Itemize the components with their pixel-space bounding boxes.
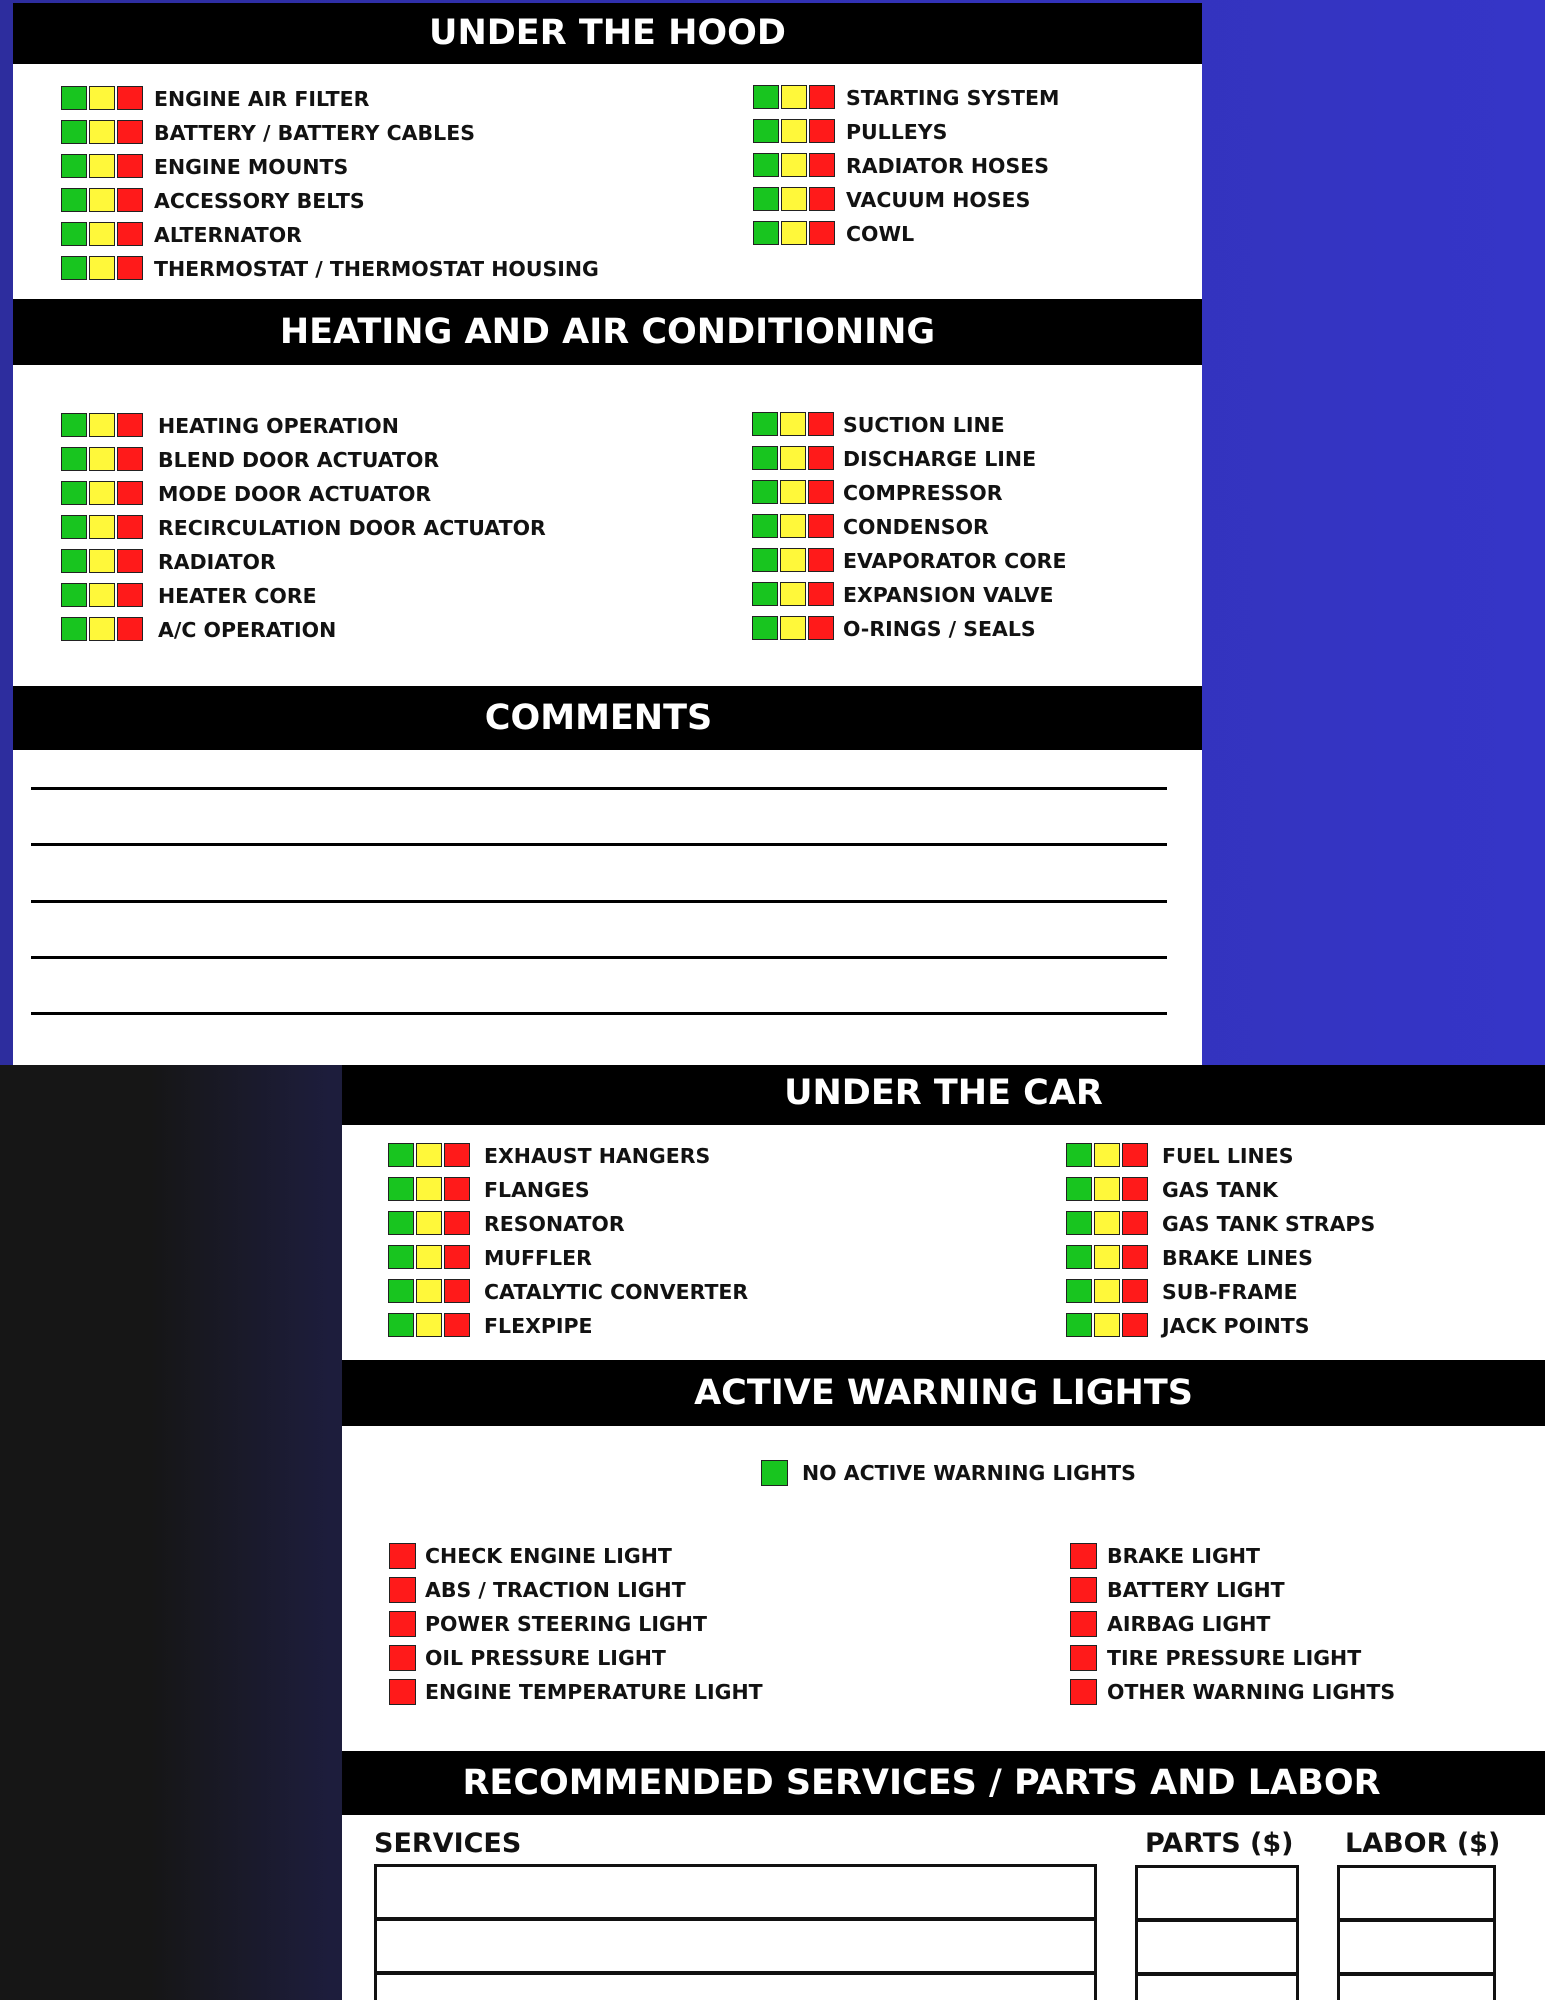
checklist-item-label: MODE DOOR ACTUATOR: [158, 482, 432, 506]
warning-light-checkbox[interactable]: [1070, 1543, 1097, 1569]
parts-cell-1[interactable]: [1135, 1865, 1299, 1921]
checklist-item-label: BATTERY / BATTERY CABLES: [154, 121, 475, 145]
rating-boxes: [752, 582, 836, 606]
red-rating-box[interactable]: [808, 582, 834, 606]
no-warning-lights-checkbox[interactable]: [761, 1460, 788, 1486]
green-rating-box[interactable]: [753, 153, 779, 177]
rating-boxes: [61, 583, 145, 607]
warning-light-checkbox[interactable]: [1070, 1611, 1097, 1637]
red-rating-box[interactable]: [809, 85, 835, 109]
red-rating-box[interactable]: [1122, 1245, 1148, 1269]
rating-boxes: [388, 1211, 472, 1235]
rating-boxes: [61, 515, 145, 539]
checklist-item-label: HEATER CORE: [158, 584, 317, 608]
warning-light-label: OTHER WARNING LIGHTS: [1107, 1680, 1396, 1704]
rating-boxes: [1066, 1143, 1150, 1167]
green-rating-box[interactable]: [61, 583, 87, 607]
warning-light-label: BRAKE LIGHT: [1107, 1544, 1260, 1568]
green-rating-box[interactable]: [752, 582, 778, 606]
rating-boxes: [752, 514, 836, 538]
checklist-item-label: RADIATOR HOSES: [846, 154, 1050, 178]
green-rating-box[interactable]: [753, 119, 779, 143]
rating-boxes: [61, 481, 145, 505]
red-rating-box[interactable]: [1122, 1143, 1148, 1167]
red-rating-box[interactable]: [117, 617, 143, 641]
red-rating-box[interactable]: [809, 119, 835, 143]
green-rating-box[interactable]: [61, 515, 87, 539]
yellow-rating-box[interactable]: [1094, 1313, 1120, 1337]
yellow-rating-box[interactable]: [89, 549, 115, 573]
yellow-rating-box[interactable]: [781, 119, 807, 143]
rating-boxes: [61, 188, 145, 212]
green-rating-box[interactable]: [1066, 1313, 1092, 1337]
red-rating-box[interactable]: [1122, 1279, 1148, 1303]
green-rating-box[interactable]: [61, 617, 87, 641]
rating-boxes: [1066, 1211, 1150, 1235]
checklist-item-label: FLANGES: [484, 1178, 590, 1202]
checklist-item-label: JACK POINTS: [1162, 1314, 1310, 1338]
warning-light-label: AIRBAG LIGHT: [1107, 1612, 1271, 1636]
warning-light-checkbox[interactable]: [389, 1611, 416, 1637]
red-rating-box[interactable]: [117, 549, 143, 573]
yellow-rating-box[interactable]: [1094, 1211, 1120, 1235]
warning-light-label: BATTERY LIGHT: [1107, 1578, 1285, 1602]
warning-light-checkbox[interactable]: [389, 1679, 416, 1705]
yellow-rating-box[interactable]: [89, 120, 115, 144]
red-rating-box[interactable]: [117, 481, 143, 505]
rating-boxes: [753, 221, 837, 245]
yellow-rating-box[interactable]: [89, 86, 115, 110]
green-rating-box[interactable]: [752, 616, 778, 640]
red-rating-box[interactable]: [1122, 1177, 1148, 1201]
rating-boxes: [1066, 1245, 1150, 1269]
rating-boxes: [388, 1279, 472, 1303]
checklist-item-label: HEATING OPERATION: [158, 414, 399, 438]
section-header-recommended: RECOMMENDED SERVICES / PARTS AND LABOR: [342, 1751, 1545, 1815]
green-rating-box[interactable]: [388, 1245, 414, 1269]
red-rating-box[interactable]: [444, 1143, 470, 1167]
inspection-sheet-top: [13, 3, 1202, 1065]
warning-light-label: CHECK ENGINE LIGHT: [425, 1544, 672, 1568]
warning-light-label: ENGINE TEMPERATURE LIGHT: [425, 1680, 763, 1704]
green-rating-box[interactable]: [61, 447, 87, 471]
rating-boxes: [61, 549, 145, 573]
section-header-under-the-car: UNDER THE CAR: [342, 1065, 1545, 1125]
red-rating-box[interactable]: [117, 86, 143, 110]
red-rating-box[interactable]: [809, 187, 835, 211]
checklist-item-label: BRAKE LINES: [1162, 1246, 1313, 1270]
red-rating-box[interactable]: [808, 446, 834, 470]
rating-boxes: [1066, 1313, 1150, 1337]
checklist-item-label: STARTING SYSTEM: [846, 86, 1060, 110]
green-rating-box[interactable]: [61, 256, 87, 280]
green-rating-box[interactable]: [388, 1211, 414, 1235]
rating-boxes: [752, 616, 836, 640]
rating-boxes: [61, 120, 145, 144]
red-rating-box[interactable]: [444, 1211, 470, 1235]
red-rating-box[interactable]: [808, 616, 834, 640]
red-rating-box[interactable]: [1122, 1211, 1148, 1235]
green-rating-box[interactable]: [753, 85, 779, 109]
green-rating-box[interactable]: [752, 412, 778, 436]
green-rating-box[interactable]: [388, 1143, 414, 1167]
green-rating-box[interactable]: [1066, 1177, 1092, 1201]
red-rating-box[interactable]: [809, 153, 835, 177]
rating-boxes: [388, 1245, 472, 1269]
yellow-rating-box[interactable]: [781, 187, 807, 211]
yellow-rating-box[interactable]: [781, 153, 807, 177]
checklist-item-label: ENGINE MOUNTS: [154, 155, 349, 179]
comment-line-3[interactable]: [31, 900, 1167, 903]
red-rating-box[interactable]: [808, 480, 834, 504]
checklist-item-label: COMPRESSOR: [843, 481, 1003, 505]
labor-cell-3[interactable]: [1337, 1973, 1496, 2000]
yellow-rating-box[interactable]: [1094, 1143, 1120, 1167]
green-rating-box[interactable]: [752, 480, 778, 504]
red-rating-box[interactable]: [117, 120, 143, 144]
warning-light-checkbox[interactable]: [1070, 1577, 1097, 1603]
yellow-rating-box[interactable]: [780, 582, 806, 606]
green-rating-box[interactable]: [61, 86, 87, 110]
yellow-rating-box[interactable]: [89, 413, 115, 437]
green-rating-box[interactable]: [61, 222, 87, 246]
warning-light-checkbox[interactable]: [389, 1577, 416, 1603]
yellow-rating-box[interactable]: [416, 1143, 442, 1167]
yellow-rating-box[interactable]: [1094, 1279, 1120, 1303]
parts-cell-3[interactable]: [1135, 1973, 1299, 2000]
checklist-item-label: RESONATOR: [484, 1212, 625, 1236]
rating-boxes: [753, 153, 837, 177]
rating-boxes: [752, 412, 836, 436]
yellow-rating-box[interactable]: [780, 616, 806, 640]
warning-light-checkbox[interactable]: [389, 1645, 416, 1671]
section-header-comments: COMMENTS: [13, 686, 1202, 750]
warning-light-checkbox[interactable]: [389, 1543, 416, 1569]
section-header-heating-ac: HEATING AND AIR CONDITIONING: [13, 299, 1202, 365]
comment-line-1[interactable]: [31, 787, 1167, 790]
yellow-rating-box[interactable]: [89, 447, 115, 471]
green-rating-box[interactable]: [388, 1177, 414, 1201]
services-cell-2[interactable]: [374, 1918, 1097, 1974]
section-header-warning-lights: ACTIVE WARNING LIGHTS: [342, 1360, 1545, 1426]
rating-boxes: [752, 480, 836, 504]
red-rating-box[interactable]: [808, 548, 834, 572]
checklist-item-label: SUCTION LINE: [843, 413, 1005, 437]
yellow-rating-box[interactable]: [780, 514, 806, 538]
checklist-item-label: PULLEYS: [846, 120, 948, 144]
checklist-item-label: RECIRCULATION DOOR ACTUATOR: [158, 516, 546, 540]
labor-cell-1[interactable]: [1337, 1865, 1496, 1921]
green-rating-box[interactable]: [1066, 1279, 1092, 1303]
yellow-rating-box[interactable]: [780, 480, 806, 504]
checklist-item-label: FUEL LINES: [1162, 1144, 1294, 1168]
warning-light-checkbox[interactable]: [1070, 1679, 1097, 1705]
rating-boxes: [752, 446, 836, 470]
green-rating-box[interactable]: [752, 446, 778, 470]
column-header-services: SERVICES: [374, 1828, 522, 1859]
green-rating-box[interactable]: [752, 514, 778, 538]
yellow-rating-box[interactable]: [416, 1279, 442, 1303]
labor-cell-2[interactable]: [1337, 1919, 1496, 1975]
checklist-item-label: EXPANSION VALVE: [843, 583, 1054, 607]
yellow-rating-box[interactable]: [781, 221, 807, 245]
parts-cell-2[interactable]: [1135, 1919, 1299, 1975]
services-cell-1[interactable]: [374, 1864, 1097, 1920]
checklist-item-label: GAS TANK: [1162, 1178, 1278, 1202]
warning-light-label: ABS / TRACTION LIGHT: [425, 1578, 686, 1602]
services-cell-3[interactable]: [374, 1972, 1097, 2000]
red-rating-box[interactable]: [117, 222, 143, 246]
checklist-item-label: MUFFLER: [484, 1246, 592, 1270]
yellow-rating-box[interactable]: [416, 1177, 442, 1201]
green-rating-box[interactable]: [61, 549, 87, 573]
yellow-rating-box[interactable]: [416, 1245, 442, 1269]
red-rating-box[interactable]: [117, 154, 143, 178]
checklist-item-label: DISCHARGE LINE: [843, 447, 1037, 471]
green-rating-box[interactable]: [753, 221, 779, 245]
yellow-rating-box[interactable]: [89, 481, 115, 505]
comment-line-4[interactable]: [31, 956, 1167, 959]
red-rating-box[interactable]: [117, 256, 143, 280]
rating-boxes: [753, 85, 837, 109]
rating-boxes: [1066, 1177, 1150, 1201]
rating-boxes: [61, 222, 145, 246]
checklist-item-label: A/C OPERATION: [158, 618, 337, 642]
red-rating-box[interactable]: [1122, 1313, 1148, 1337]
warning-light-label: OIL PRESSURE LIGHT: [425, 1646, 666, 1670]
yellow-rating-box[interactable]: [89, 222, 115, 246]
red-rating-box[interactable]: [444, 1177, 470, 1201]
yellow-rating-box[interactable]: [780, 412, 806, 436]
green-rating-box[interactable]: [1066, 1211, 1092, 1235]
green-rating-box[interactable]: [61, 481, 87, 505]
inspection-sheet-bottom: [342, 1065, 1545, 2000]
red-rating-box[interactable]: [444, 1279, 470, 1303]
yellow-rating-box[interactable]: [89, 188, 115, 212]
warning-light-label: TIRE PRESSURE LIGHT: [1107, 1646, 1362, 1670]
checklist-item-label: THERMOSTAT / THERMOSTAT HOUSING: [154, 257, 599, 281]
checklist-item-label: CONDENSOR: [843, 515, 989, 539]
yellow-rating-box[interactable]: [89, 583, 115, 607]
green-rating-box[interactable]: [388, 1313, 414, 1337]
checklist-item-label: FLEXPIPE: [484, 1314, 593, 1338]
yellow-rating-box[interactable]: [1094, 1245, 1120, 1269]
green-rating-box[interactable]: [61, 188, 87, 212]
yellow-rating-box[interactable]: [416, 1211, 442, 1235]
warning-light-label: POWER STEERING LIGHT: [425, 1612, 707, 1636]
yellow-rating-box[interactable]: [89, 617, 115, 641]
yellow-rating-box[interactable]: [89, 256, 115, 280]
red-rating-box[interactable]: [444, 1245, 470, 1269]
red-rating-box[interactable]: [444, 1313, 470, 1337]
rating-boxes: [61, 447, 145, 471]
yellow-rating-box[interactable]: [780, 548, 806, 572]
red-rating-box[interactable]: [809, 221, 835, 245]
green-rating-box[interactable]: [753, 187, 779, 211]
green-rating-box[interactable]: [1066, 1143, 1092, 1167]
red-rating-box[interactable]: [117, 188, 143, 212]
yellow-rating-box[interactable]: [1094, 1177, 1120, 1201]
rating-boxes: [753, 119, 837, 143]
section-header-under-the-hood: UNDER THE HOOD: [13, 3, 1202, 64]
rating-boxes: [61, 256, 145, 280]
comment-line-5[interactable]: [31, 1012, 1167, 1015]
warning-light-checkbox[interactable]: [1070, 1645, 1097, 1671]
checklist-item-label: SUB-FRAME: [1162, 1280, 1298, 1304]
red-rating-box[interactable]: [117, 515, 143, 539]
yellow-rating-box[interactable]: [89, 154, 115, 178]
rating-boxes: [753, 187, 837, 211]
column-header-labor: LABOR ($): [1345, 1828, 1501, 1859]
rating-boxes: [61, 86, 145, 110]
checklist-item-label: ALTERNATOR: [154, 223, 302, 247]
rating-boxes: [1066, 1279, 1150, 1303]
yellow-rating-box[interactable]: [416, 1313, 442, 1337]
checklist-item-label: O-RINGS / SEALS: [843, 617, 1036, 641]
red-rating-box[interactable]: [808, 412, 834, 436]
no-warning-lights-label: NO ACTIVE WARNING LIGHTS: [802, 1461, 1136, 1485]
red-rating-box[interactable]: [117, 447, 143, 471]
rating-boxes: [388, 1143, 472, 1167]
red-rating-box[interactable]: [117, 413, 143, 437]
checklist-item-label: EXHAUST HANGERS: [484, 1144, 711, 1168]
yellow-rating-box[interactable]: [780, 446, 806, 470]
green-rating-box[interactable]: [752, 548, 778, 572]
checklist-item-label: COWL: [846, 222, 915, 246]
green-rating-box[interactable]: [61, 413, 87, 437]
column-header-parts: PARTS ($): [1145, 1828, 1294, 1859]
yellow-rating-box[interactable]: [781, 85, 807, 109]
comment-line-2[interactable]: [31, 843, 1167, 846]
checklist-item-label: ENGINE AIR FILTER: [154, 87, 370, 111]
rating-boxes: [388, 1177, 472, 1201]
green-rating-box[interactable]: [1066, 1245, 1092, 1269]
yellow-rating-box[interactable]: [89, 515, 115, 539]
red-rating-box[interactable]: [117, 583, 143, 607]
rating-boxes: [61, 413, 145, 437]
red-rating-box[interactable]: [808, 514, 834, 538]
rating-boxes: [388, 1313, 472, 1337]
checklist-item-label: CATALYTIC CONVERTER: [484, 1280, 749, 1304]
rating-boxes: [61, 617, 145, 641]
rating-boxes: [61, 154, 145, 178]
checklist-item-label: RADIATOR: [158, 550, 276, 574]
checklist-item-label: ACCESSORY BELTS: [154, 189, 365, 213]
checklist-item-label: GAS TANK STRAPS: [1162, 1212, 1376, 1236]
checklist-item-label: VACUUM HOSES: [846, 188, 1031, 212]
checklist-item-label: BLEND DOOR ACTUATOR: [158, 448, 440, 472]
green-rating-box[interactable]: [388, 1279, 414, 1303]
green-rating-box[interactable]: [61, 154, 87, 178]
green-rating-box[interactable]: [61, 120, 87, 144]
rating-boxes: [752, 548, 836, 572]
checklist-item-label: EVAPORATOR CORE: [843, 549, 1067, 573]
